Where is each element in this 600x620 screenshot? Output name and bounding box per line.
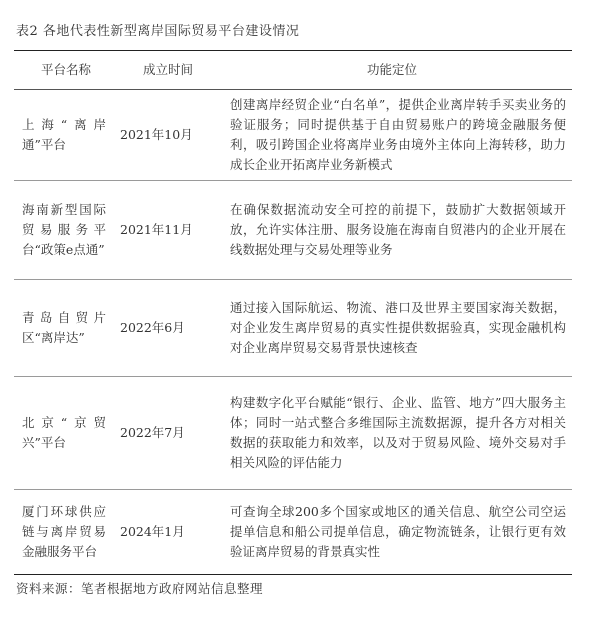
established-date-cell: 2024年1月 bbox=[120, 524, 185, 539]
header-platform-name: 平台名称 bbox=[40, 62, 91, 77]
function-cell: 通过接入国际航运、物流、港口及世界主要国家海关数据，对企业发生离岸贸易的真实性提供数据验真，实现金融机构对企业离岸贸易交易背景快速核查 bbox=[230, 300, 566, 355]
header-function: 功能定位 bbox=[366, 62, 417, 77]
table-caption: 表2 各地代表性新型离岸国际贸易平台建设情况 bbox=[16, 24, 300, 39]
header-established-date: 成立时间 bbox=[142, 62, 193, 77]
platform-name-cell: 厦门环球供应链与离岸贸易金融服务平台 bbox=[22, 504, 106, 559]
table-row bbox=[14, 377, 572, 490]
table-row bbox=[14, 280, 572, 377]
established-date-cell: 2022年6月 bbox=[120, 320, 185, 335]
platform-name-cell: 青岛自贸片区“离岸达” bbox=[22, 310, 106, 345]
established-date-cell: 2021年10月 bbox=[120, 127, 193, 142]
table-row bbox=[14, 490, 572, 574]
function-cell: 在确保数据流动安全可控的前提下，鼓励扩大数据领域开放，允许实体注册、服务设施在海南自贸港内的企业开展在线数据处理与交易处理等业务 bbox=[230, 202, 566, 257]
table-row bbox=[14, 90, 572, 181]
source-note: 资料来源：笔者根据地方政府网站信息整理 bbox=[16, 581, 264, 596]
platform-table bbox=[14, 50, 572, 575]
platform-name-cell: 上海“离岸通”平台 bbox=[22, 117, 106, 152]
function-cell: 创建离岸经贸企业“白名单”，提供企业离岸转手买卖业务的验证服务；同时提供基于自由贸易账户的跨境金融服务便利，吸引跨国企业将离岸业务由境外主体向上海转移，助力成长企业开拓离岸业务新模式 bbox=[230, 97, 566, 172]
function-cell: 可查询全球200多个国家或地区的通关信息、航空公司空运提单信息和船公司提单信息，确定物流链条，让银行更有效验证离岸贸易的背景真实性 bbox=[230, 504, 566, 559]
established-date-cell: 2022年7月 bbox=[120, 425, 185, 440]
function-cell: 构建数字化平台赋能“银行、企业、监管、地方”四大服务主体；同时一站式整合多维国际主流数据源，提升各方对相关数据的获取能力和效率，以及对于贸易风险、境外交易对手相关风险的评估能力 bbox=[230, 395, 566, 470]
table-row bbox=[14, 181, 572, 280]
established-date-cell: 2021年11月 bbox=[120, 222, 193, 237]
platform-name-cell: 北京“京贸兴”平台 bbox=[22, 415, 106, 450]
table-header-row bbox=[14, 51, 572, 90]
platform-name-cell: 海南新型国际贸易服务平台“政策e点通” bbox=[22, 202, 106, 257]
